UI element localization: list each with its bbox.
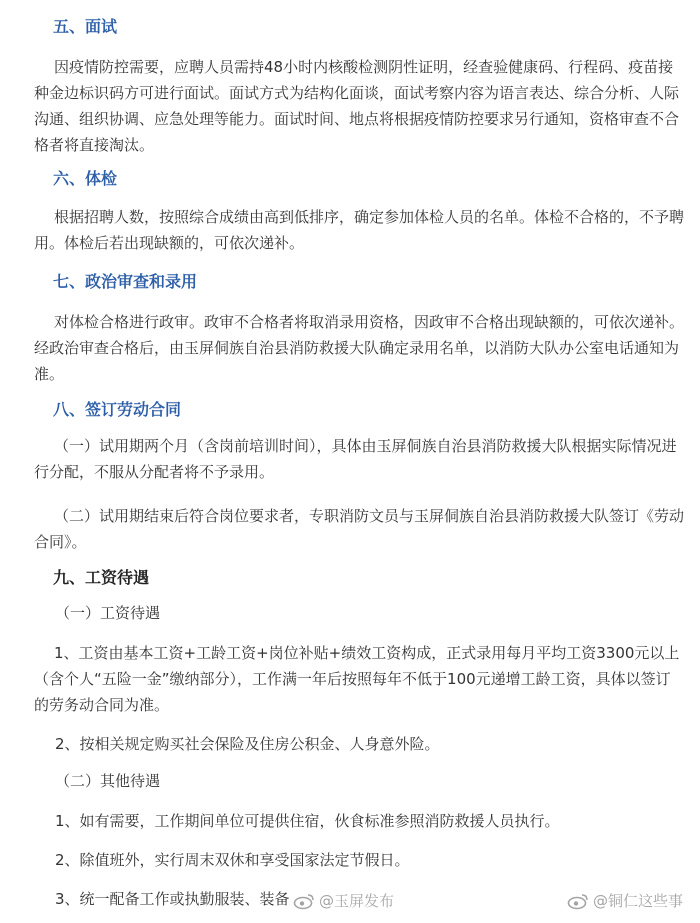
paragraph-contract-signing: （二）试用期结束后符合岗位要求者，专职消防文员与玉屏侗族自治县消防救援大队签订《劳动合同》。 xyxy=(34,507,685,551)
paragraph-insurance: 2、按相关规定购买社会保险及住房公积金、人身意外险。 xyxy=(55,735,440,753)
watermark-label: @玉屏发布 xyxy=(319,892,395,910)
weibo-icon xyxy=(567,892,589,910)
paragraph-political-review: 对体检合格进行政审。政审不合格者将取消录用资格，因政审不合格出现缺额的，可依次递补。经政治审查合格后，由玉屏侗族自治县消防救援大队确定录用名单，以消防大队办公室电话通知为准。 xyxy=(34,313,685,383)
paragraph-interview: 因疫情防控需要，应聘人员需持48小时内核酸检测阴性证明，经查验健康码、行程码、疫苗接种金边标识码方可进行面试。面试方式为结构化面谈，面试考察内容为语言表达、综合分析、人际沟通、组织协调、应急处理等能力。面试时间、地点将根据疫情防控要求另行通知，资格审查不合格者将直接淘汰。 xyxy=(34,58,680,154)
section-heading-labor-contract: 八、签订劳动合同 xyxy=(53,400,182,419)
paragraph-holidays: 2、除值班外，实行周末双休和享受国家法定节假日。 xyxy=(55,851,410,869)
paragraph-salary-composition: 1、工资由基本工资+工龄工资+岗位补贴+绩效工资构成，正式录用每月平均工资3300元以上（含个人“五险一金”缴纳部分），工作满一年后按照每年不低于100元递增工龄工资，具体以签订的劳务动合同为准。 xyxy=(34,644,680,714)
section-heading-salary: 九、工资待遇 xyxy=(53,568,150,587)
section-heading-physical-exam: 六、体检 xyxy=(53,169,118,188)
paragraph-accommodation: 1、如有需要，工作期间单位可提供住宿，伙食标准参照消防救援人员执行。 xyxy=(55,812,560,830)
paragraph-probation: （一）试用期两个月（含岗前培训时间），具体由玉屏侗族自治县消防救援大队根据实际情况进行分配，不服从分配者将不予录用。 xyxy=(34,437,677,481)
watermark-yuping xyxy=(293,890,394,911)
watermark-tongren xyxy=(567,890,683,911)
subheading-other-benefits: （二）其他待遇 xyxy=(55,772,161,790)
subheading-salary: （一）工资待遇 xyxy=(55,604,161,622)
watermark-label: @铜仁这些事 xyxy=(593,892,684,910)
weibo-icon xyxy=(293,892,315,910)
paragraph-physical-exam: 根据招聘人数，按照综合成绩由高到低排序，确定参加体检人员的名单。体检不合格的，不予聘用。体检后若出现缺额的，可依次递补。 xyxy=(34,208,685,252)
paragraph-uniforms: 3、统一配备工作或执勤服装、装备 xyxy=(55,890,290,908)
section-heading-interview: 五、面试 xyxy=(53,17,118,36)
section-heading-political-review: 七、政治审查和录用 xyxy=(53,272,198,291)
